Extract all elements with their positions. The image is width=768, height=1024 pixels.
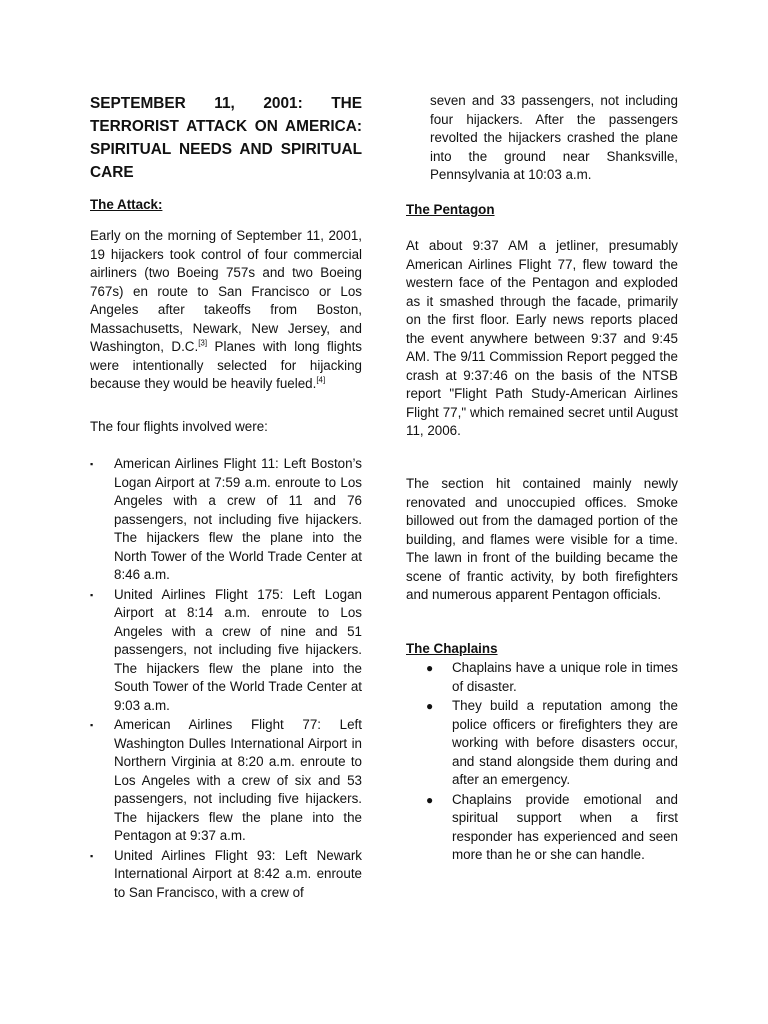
flights-intro: The four flights involved were: xyxy=(90,419,268,434)
attack-intro-text-2: Planes with long flights were intentionally selected for hijacking because they would be heavily fueled. xyxy=(90,339,363,391)
pentagon-heading: The Pentagon xyxy=(406,202,495,217)
attack-intro-text: Early on the morning of September 11, 2001, 19 hijackers took control of four commercial airliners (two Boeing 757s and two Boeing 767s) en route to San Francisco or Los Angeles after takeoffs from Boston, Massachusetts, Newark, New Jersey, and Washington, D.C. xyxy=(90,228,362,354)
flights-list xyxy=(90,455,362,903)
flight-text: United Airlines Flight 93: Left Newark International Airport at 8:42 a.m. enroute to San Francisco, with a crew of xyxy=(114,847,362,900)
chaplain-text: Chaplains provide emotional and spiritual support when a first responder has experienced and seen more than he or she can handle. xyxy=(452,791,678,862)
list-item xyxy=(90,847,362,903)
chaplains-list xyxy=(406,659,678,866)
flight-text: United Airlines Flight 175: Left Logan Airport at 8:14 a.m. enroute to Los Angeles with a crew of nine and 51 passengers, not including five hijackers. The hijackers flew the plane into the South Tower of the World Trade Center at 9:03 a.m. xyxy=(114,586,362,713)
list-item xyxy=(406,791,678,865)
flight-text: American Airlines Flight 77: Left Washington Dulles International Airport in Northern Virginia at 8:20 a.m. enroute to Los Angeles with a crew of six and 53 passengers, not including five hijackers. The hijackers flew the plane into the Pentagon at 9:37 a.m. xyxy=(114,717,362,843)
square-bullet-icon: ▪ xyxy=(90,459,94,469)
dot-bullet-icon: ● xyxy=(426,792,434,807)
chaplains-heading: The Chaplains xyxy=(406,641,498,656)
footnote-ref-4: [4] xyxy=(316,375,326,385)
chaplain-text: They build a reputation among the police officers or firefighters they are working with before disasters occur, and stand alongside them during and after an emergency. xyxy=(452,698,678,787)
pentagon-paragraph-1: At about 9:37 AM a jetliner, presumably American Airlines Flight 77, flew toward the western face of the Pentagon and exploded as it smashed through the facade, primarily on the first floor. Early news reports placed the event anywhere between 9:37 and 9:45 AM. The 9/11 Commission Report pegged the crash at 9:37:46 on the basis of the NTSB report "Flight Path Study-American Airlines Flight 77," which remained secret until August 11, 2006. xyxy=(406,238,678,438)
attack-heading: The Attack: xyxy=(90,197,163,212)
square-bullet-icon: ▪ xyxy=(90,589,94,600)
dot-bullet-icon: ● xyxy=(426,661,434,675)
list-item xyxy=(90,586,362,716)
footnote-ref-3: [3] xyxy=(198,338,208,348)
attack-intro-paragraph xyxy=(90,227,362,394)
pentagon-paragraph-2: The section hit contained mainly newly renovated and unoccupied offices. Smoke billowed out from the damaged portion of the building, and flames were visible for a time. The lawn in front of the building became the scene of frantic activity, by both firefighters and numerous apparent Pentagon officials. xyxy=(406,476,678,602)
square-bullet-icon: ▪ xyxy=(90,850,94,861)
list-item xyxy=(406,659,678,696)
page-title: SEPTEMBER 11, 2001: THE TERRORIST ATTACK ON AMERICA: SPIRITUAL NEEDS AND SPIRITUAL CARE xyxy=(90,95,362,181)
flight-text: American Airlines Flight 11: Left Boston’s Logan Airport at 7:59 a.m. enroute to Los Angeles with a crew of 11 and 76 passengers, not including five hijackers. The hijackers flew the plane into the North Tower of the World Trade Center at 8:46 a.m. xyxy=(114,456,362,582)
chaplain-text: Chaplains have a unique role in times of disaster. xyxy=(452,660,678,694)
square-bullet-icon: ▪ xyxy=(90,720,94,730)
list-item xyxy=(90,716,362,846)
list-item xyxy=(90,455,362,585)
flight-93-continued: seven and 33 passengers, not including four hijackers. After the passengers revolted the hijackers crashed the plane into the ground near Shanksville, Pennsylvania at 10:03 a.m. xyxy=(430,93,678,182)
dot-bullet-icon: ● xyxy=(426,699,434,713)
list-item xyxy=(406,697,678,790)
